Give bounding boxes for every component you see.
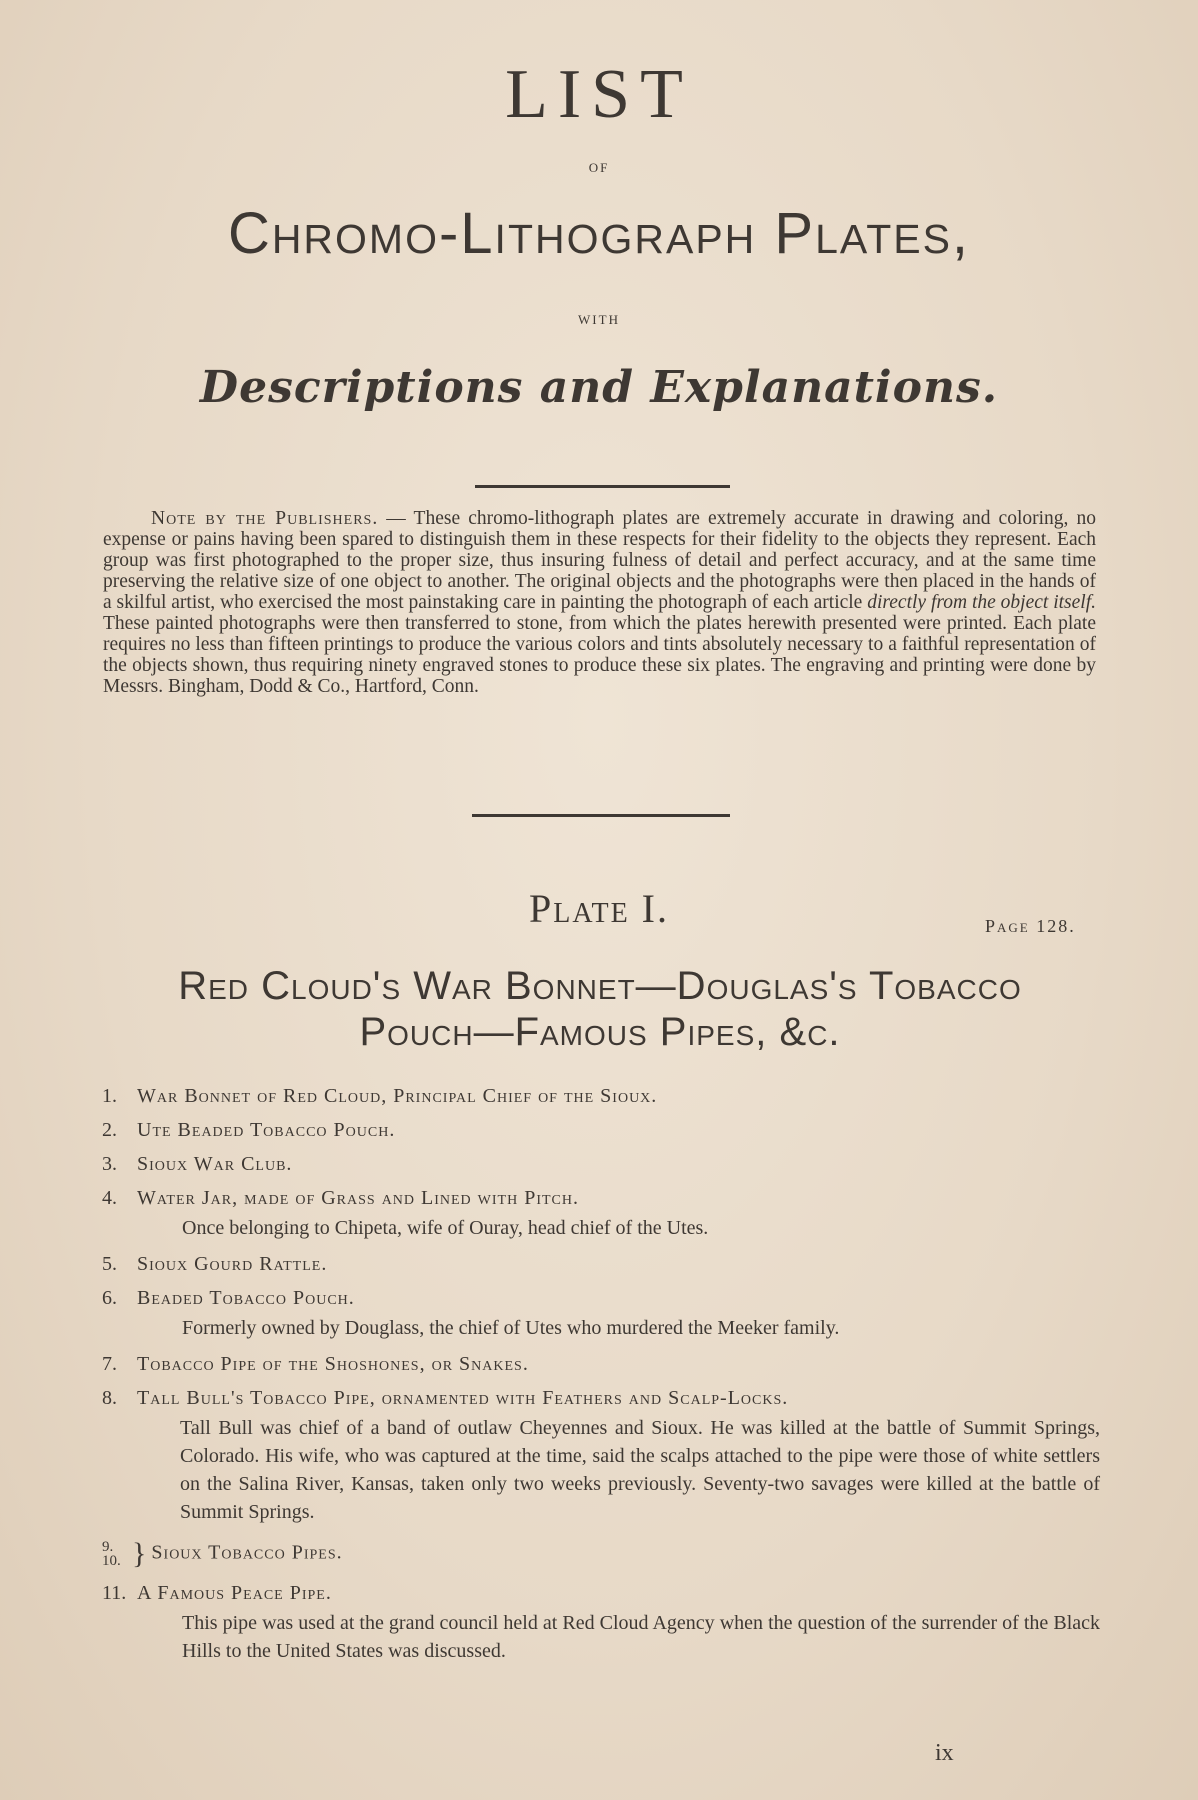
list-item <box>102 1582 1100 1665</box>
main-title: Chromo-Lithograph Plates, <box>227 201 971 266</box>
item-label: War Bonnet of Red Cloud, Principal Chief of the Sioux. <box>137 1085 658 1107</box>
page-folio: ix <box>935 1740 954 1766</box>
list-item <box>102 1253 1100 1276</box>
note-lead: Note by the Publishers. <box>151 508 379 529</box>
list-item <box>102 1387 1100 1526</box>
plate-heading: Plate I. <box>529 886 669 931</box>
item-description: Tall Bull was chief of a band of outlaw Cheyennes and Sioux. He was killed at the battle of Summit Springs, Colorado. His wife, who was captured at the time, said the scalps attached to the pipe were those of white settlers on the Salina River, Kansas, taken only two weeks previously. Seventy-two savages were killed at the battle of Summit Springs. <box>180 1417 1100 1523</box>
of-label: OF <box>588 160 610 175</box>
list-item <box>102 1085 1100 1108</box>
item-number: 2. <box>102 1119 117 1141</box>
item-number: 6. <box>102 1287 117 1309</box>
item-description: Formerly owned by Douglass, the chief of Utes who murdered the Meeker family. <box>182 1317 840 1339</box>
publishers-note <box>103 508 1096 697</box>
plate-item-list <box>102 1085 1100 1676</box>
plate-title-line-2: Pouch—Famous Pipes, &c. <box>359 1010 841 1054</box>
page-reference: Page 128. <box>985 916 1076 936</box>
item-description: Once belonging to Chipeta, wife of Ouray, head chief of the Utes. <box>182 1217 709 1239</box>
item-number: 8. <box>102 1387 117 1409</box>
note-body: — These chromo-lithograph plates are extremely accurate in drawing and coloring, no expense or pains having been spared to distinguish them in these respects for their fidelity to the objects they represent. Each group was first photographed to the proper size, thus insuring fulness of detail and perfect accuracy, and at the same time preserving the relative size of one object to another. The original objects and the photographs were then placed in the hands of a skilful artist, who exercised the most painstaking care in painting the photograph of each article <box>103 508 1097 613</box>
item-label: Tall Bull's Tobacco Pipe, ornamented with Feathers and Scalp-Locks. <box>137 1387 789 1409</box>
list-item <box>102 1119 1100 1142</box>
item-label: Water Jar, made of Grass and Lined with Pitch. <box>137 1187 579 1209</box>
list-item <box>102 1287 1100 1342</box>
item-label: Sioux Tobacco Pipes. <box>151 1541 343 1564</box>
item-label: A Famous Peace Pipe. <box>137 1582 332 1604</box>
item-description: This pipe was used at the grand council held at Red Cloud Agency when the question of the surrender of the Black Hills to the United States was discussed. <box>182 1612 1100 1662</box>
plate-title-line-1: Red Cloud's War Bonnet—Douglas's Tobacco <box>178 964 1022 1008</box>
list-item <box>102 1187 1100 1242</box>
list-item <box>102 1153 1100 1176</box>
list-item <box>102 1537 1100 1571</box>
note-italic: directly from the object itself. <box>867 592 1096 613</box>
item-label: Sioux War Club. <box>137 1153 293 1175</box>
item-number: 3. <box>102 1153 117 1175</box>
divider-rule-bottom <box>472 814 730 817</box>
item-label: Sioux Gourd Rattle. <box>137 1253 328 1275</box>
item-number: 1. <box>102 1085 117 1107</box>
list-title: LIST <box>505 56 693 133</box>
item-number-a: 9. <box>102 1539 114 1555</box>
item-number: 11. <box>102 1582 127 1604</box>
item-label: Tobacco Pipe of the Shoshones, or Snakes. <box>137 1353 529 1375</box>
note-body-2: These painted photographs were then transferred to stone, from which the plates herewith presented were printed. Each plate requires no less than fifteen printings to produce the various colors and tints absolutely necessary to a faithful representation of the objects shown, thus requiring ninety engraved stones to produce these six plates. The engraving and printing were done by Messrs. Bingham, Dodd & Co., Hartford, Conn. <box>103 613 1096 697</box>
plate-title <box>90 963 1110 1055</box>
item-number-pair <box>102 1540 132 1568</box>
item-number: 4. <box>102 1187 117 1209</box>
divider-rule-top <box>475 485 730 488</box>
item-number-b: 10. <box>102 1553 121 1569</box>
item-number: 5. <box>102 1253 117 1275</box>
subtitle: Descriptions and Explanations. <box>199 362 999 413</box>
list-item <box>102 1353 1100 1376</box>
item-label: Ute Beaded Tobacco Pouch. <box>137 1119 396 1141</box>
item-label: Beaded Tobacco Pouch. <box>137 1287 355 1309</box>
with-label: WITH <box>578 312 620 327</box>
item-number: 7. <box>102 1353 117 1375</box>
brace-glyph: } <box>132 1537 147 1570</box>
